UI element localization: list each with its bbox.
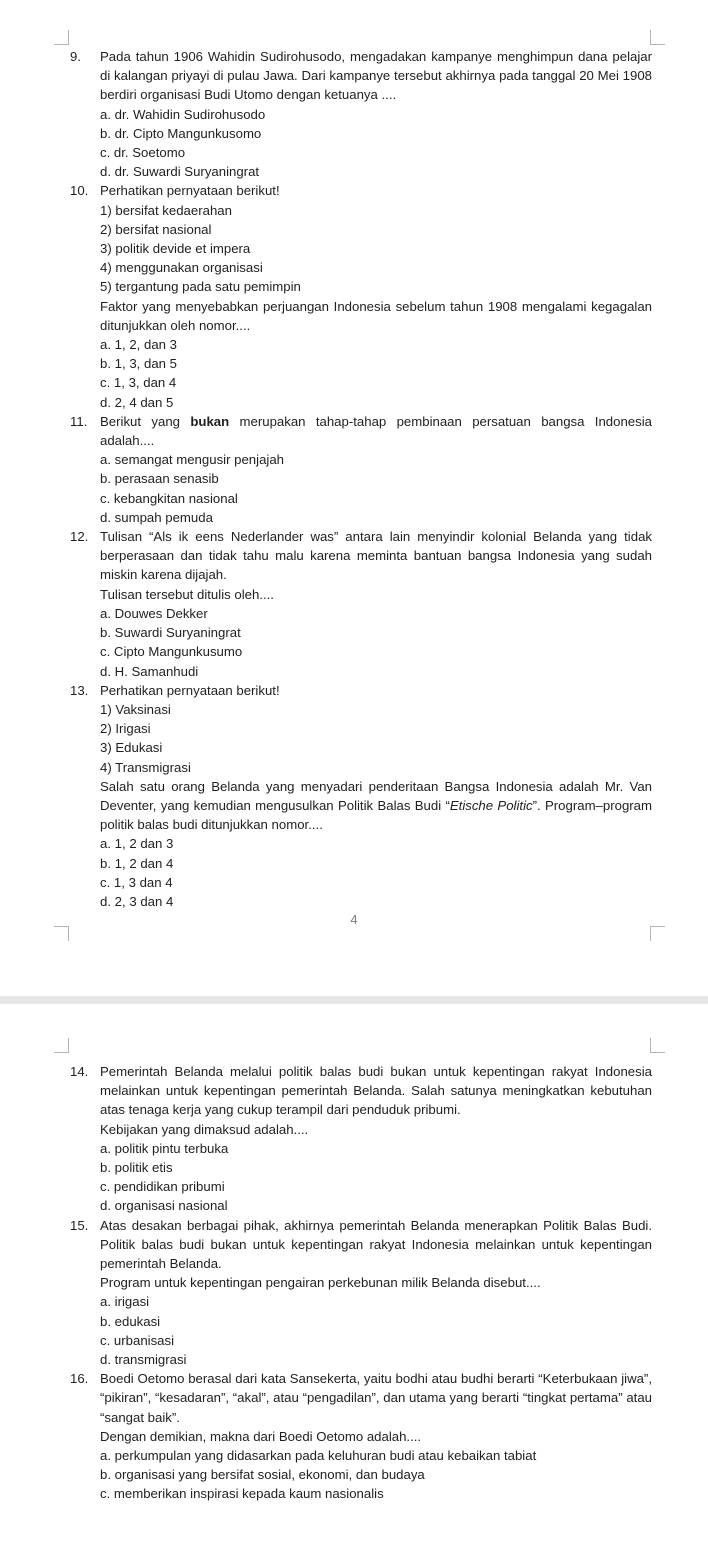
statement-2: 2) bersifat nasional	[100, 221, 212, 237]
question-10	[70, 181, 652, 411]
question-12	[70, 527, 652, 681]
option-b: b. 1, 2 dan 4	[100, 855, 174, 871]
question-number: 13.	[70, 682, 89, 698]
option-d: d. 2, 4 dan 5	[100, 394, 174, 410]
option-a: a. irigasi	[100, 1294, 150, 1310]
prompt-end: ”. Program–program politik balas budi ditunjukkan nomor....	[100, 797, 652, 833]
statement-3: 3) Edukasi	[100, 740, 163, 756]
option-d: d. dr. Suwardi Suryaningrat	[100, 164, 260, 180]
question-prompt: Dengan demikian, makna dari Boedi Oetomo adalah....	[100, 1428, 422, 1444]
option-a: a. perkumpulan yang didasarkan pada keluhuran budi atau kebaikan tabiat	[100, 1448, 537, 1464]
question-14	[70, 1062, 652, 1216]
question-number: 9.	[70, 49, 81, 64]
page-corner-mark	[650, 926, 665, 941]
statement-1: 1) Vaksinasi	[100, 701, 171, 717]
option-b: b. Suwardi Suryaningrat	[100, 625, 241, 641]
statement-4: 4) Transmigrasi	[100, 759, 191, 775]
option-a: a. politik pintu terbuka	[100, 1140, 229, 1156]
page-corner-mark	[650, 1038, 665, 1053]
question-number: 11.	[70, 413, 88, 429]
option-c: c. Cipto Mangunkusumo	[100, 644, 243, 660]
option-c: c. pendidikan pribumi	[100, 1179, 225, 1195]
option-b: b. edukasi	[100, 1313, 161, 1329]
page-number: 4	[350, 912, 358, 927]
option-d: d. organisasi nasional	[100, 1198, 228, 1214]
question-text: Perhatikan pernyataan berikut!	[100, 682, 280, 698]
statement-1: 1) bersifat kedaerahan	[100, 202, 232, 218]
page-corner-mark	[650, 30, 665, 45]
page-corner-mark	[54, 30, 69, 45]
statement-5: 5) tergantung pada satu pemimpin	[100, 279, 301, 295]
question-text: Perhatikan pernyataan berikut!	[100, 183, 280, 199]
question-prompt	[100, 777, 652, 835]
question-13	[70, 681, 652, 911]
statement-3: 3) politik devide et impera	[100, 241, 251, 257]
question-9	[70, 47, 652, 181]
option-a: a. semangat mengusir penjajah	[100, 452, 285, 468]
option-b: b. politik etis	[100, 1160, 173, 1176]
option-b: b. perasaan senasib	[100, 471, 219, 487]
page-separator	[0, 996, 708, 1004]
question-number: 12.	[70, 529, 89, 545]
question-prompt: Tulisan tersebut ditulis oleh....	[100, 586, 274, 602]
prompt-italic-term: Etische Politic	[449, 797, 533, 813]
option-c: c. memberikan inspirasi kepada kaum nasionalis	[100, 1486, 384, 1502]
option-a: a. Douwes Dekker	[100, 605, 208, 621]
question-text: Boedi Oetomo berasal dari kata Sansekerta, yaitu bodhi atau budhi berarti “Keterbukaan jiwa”, “pikiran”, “kesadaran”, “akal”, atau “pengadilan”, dan utama yang berarti “tingkat pertama” atau “sangat baik”.	[100, 1371, 652, 1425]
question-number: 15.	[70, 1217, 89, 1233]
option-b: b. dr. Cipto Mangunkusomo	[100, 125, 262, 141]
page-1-content	[70, 47, 652, 911]
question-15	[70, 1216, 652, 1370]
document-page-2	[0, 1004, 708, 1545]
page-corner-mark	[54, 926, 69, 941]
question-number: 10.	[70, 183, 89, 199]
option-c: c. kebangkitan nasional	[100, 490, 238, 506]
option-c: c. 1, 3 dan 4	[100, 874, 173, 890]
option-c: c. dr. Soetomo	[100, 145, 186, 161]
prompt-start: Salah satu orang Belanda yang menyadari penderitaan Bangsa Indonesia adalah Mr. Van Deventer, yang kemudian mengusulkan Politik Balas Budi “	[100, 778, 652, 813]
question-text: Pemerintah Belanda melalui politik balas budi bukan untuk kepentingan rakyat Indonesia melainkan untuk kepentingan pemerintah Belanda. Salah satunya meningkatkan kebutuhan atas tenaga kerja yang cukup terampil dari penduduk pribumi.	[100, 1064, 652, 1118]
option-a: a. dr. Wahidin Sudirohusodo	[100, 106, 266, 122]
question-number: 14.	[70, 1064, 89, 1079]
question-text: Atas desakan berbagai pihak, akhirnya pemerintah Belanda menerapkan Politik Balas Budi. Politik balas budi bukan untuk kepentingan rakyat Indonesia melainkan untuk kepentingan pemerintah Belanda.	[100, 1217, 652, 1272]
option-c: c. urbanisasi	[100, 1332, 175, 1348]
question-text-end: merupakan tahap-tahap pembinaan persatuan bangsa Indonesia adalah....	[100, 413, 652, 449]
option-d: d. transmigrasi	[100, 1352, 187, 1368]
emphasis-bukan: bukan	[190, 413, 230, 429]
option-b: b. 1, 3, dan 5	[100, 356, 177, 372]
option-d: d. sumpah pemuda	[100, 509, 213, 525]
question-prompt: Kebijakan yang dimaksud adalah....	[100, 1121, 309, 1137]
statement-2: 2) Irigasi	[100, 721, 151, 737]
option-a: a. 1, 2 dan 3	[100, 836, 174, 852]
option-b: b. organisasi yang bersifat sosial, ekonomi, dan budaya	[100, 1467, 425, 1483]
question-prompt: Program untuk kepentingan pengairan perkebunan milik Belanda disebut....	[100, 1275, 541, 1291]
option-d: d. H. Samanhudi	[100, 663, 199, 679]
question-text: Tulisan “Als ik eens Nederlander was” antara lain menyindir kolonial Belanda yang tidak berperasaan dan tidak tahu malu karena meminta bantuan bangsa Indonesia yang sudah miskin karena dijajah.	[100, 529, 652, 583]
question-11	[70, 412, 652, 527]
page-corner-mark	[54, 1038, 69, 1053]
question-text: Pada tahun 1906 Wahidin Sudirohusodo, mengadakan kampanye menghimpun dana pelajar di kalangan priyayi di pulau Jawa. Dari kampanye tersebut akhirnya pada tanggal 20 Mei 1908 berdiri organisasi Budi Utomo dengan ketuanya ....	[100, 49, 652, 103]
option-c: c. 1, 3, dan 4	[100, 375, 177, 391]
question-text	[100, 412, 652, 450]
page-2-content	[70, 1062, 652, 1504]
question-number: 16.	[70, 1371, 89, 1387]
question-text-start: Berikut yang	[100, 413, 191, 429]
question-16	[70, 1369, 652, 1503]
statement-4: 4) menggunakan organisasi	[100, 260, 263, 276]
option-d: d. 2, 3 dan 4	[100, 893, 174, 909]
question-prompt: Faktor yang menyebabkan perjuangan Indonesia sebelum tahun 1908 mengalami kegagalan ditunjukkan oleh nomor....	[100, 298, 652, 333]
option-a: a. 1, 2, dan 3	[100, 337, 177, 353]
